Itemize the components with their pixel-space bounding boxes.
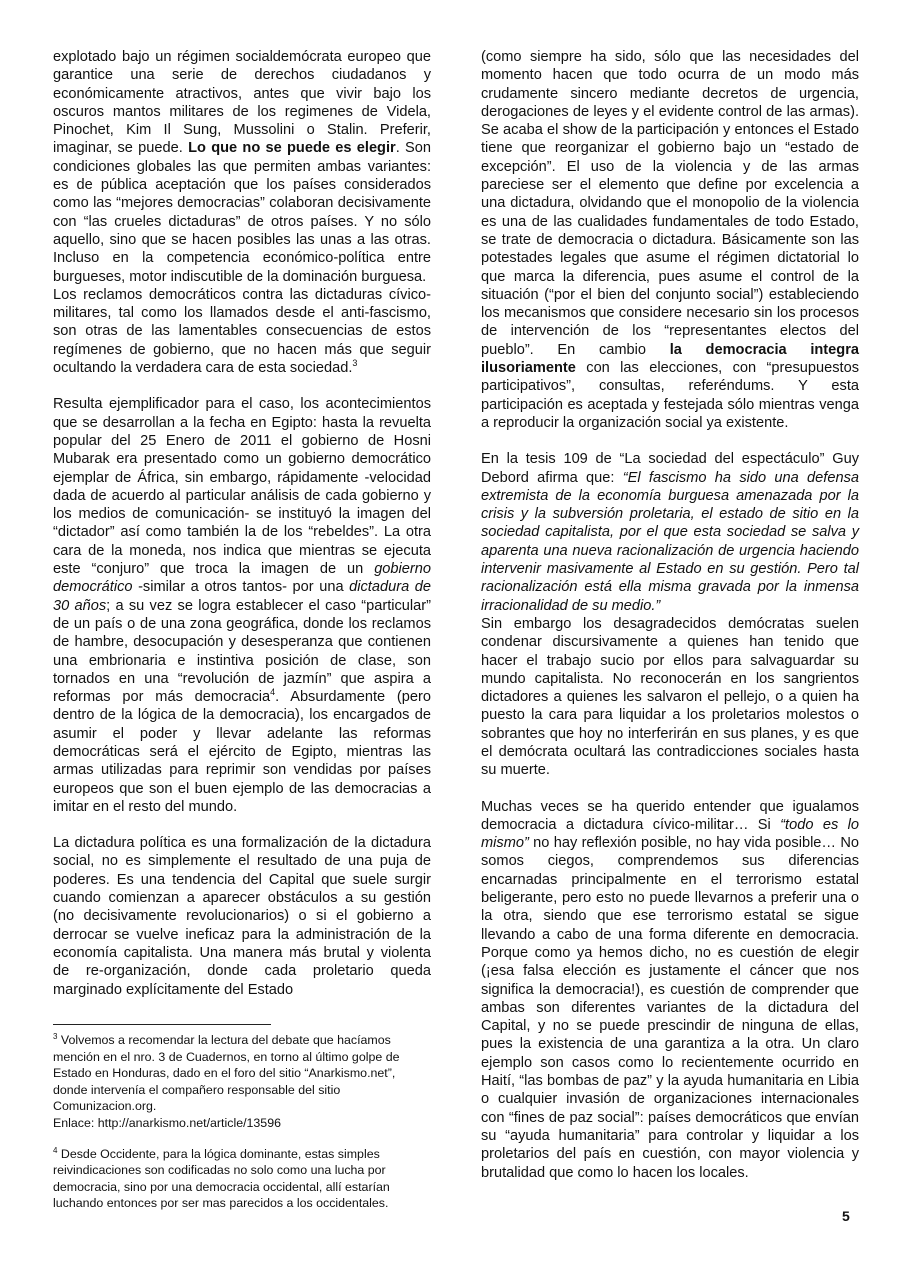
- left-paragraph-2: [53, 286, 431, 377]
- debord-quote: “El fascismo ha sido una defensa extremista de la economía burguesa amenazada por la crisis y la subversión proletaria, el estado de sitio en la sociedad capitalista, por el que esta sociedad se salva y aparenta una nueva racionalización de urgencia haciendo intervenir masivamente al Estado en su gestión. Pero tal racionalización está ella misma gravada por la inmensa irracionalidad de su medio.”: [481, 469, 859, 614]
- left-paragraph-3: [53, 395, 431, 816]
- footnote-ref[interactable]: 3: [352, 358, 358, 369]
- footnote-link[interactable]: Enlace: http://anarkismo.net/article/13596: [53, 1115, 281, 1130]
- text-span: . Son condiciones globales las que permiten ambas variantes: es de pública aceptación que los países considerados como las “mejores democracias” colaboran decisivamente con “las crueles dictaduras” de otros países. Y no sólo aquello, sino que se hacen posibles las unas a las otras. Incluso en la competencia económico-política entre burgueses, motor indiscutible de la dominación burguesa.: [53, 140, 432, 285]
- footnote-4: [53, 1146, 431, 1212]
- text-span: Muchas veces se ha querido entender que igualamos democracia a dictadura cívico-militar… Si: [481, 798, 859, 833]
- text-span: no hay reflexión posible, no hay vida posible… No somos ciegos, comprendemos sus diferencias encarnadas principalmente en el terrorismo estatal beligerante, pero esto no puede llevarnos a preferir una o la otra, siendo que ese terrorismo estatal se sigue llevando a cabo de una forma diferente en democracia. Porque como ya hemos dicho, no es cuestión de elegir (¡esa falsa elección es justamente el cáncer que nos significa la democracia!), es cuestión de comprender que ambas son diferentes variantes de la dictadura del Capital, y no se puede prescindir de ninguna de ellas, pues la existencia de una garantiza a la otra. Un claro ejemplo son casos como lo recientemente ocurrido en Haití, “las bombas de paz” y la ayuda humanitaria en Libia o cualquier invasión de organizaciones internacionales con “fines de paz social”: países democráticos que envían su “ayuda humanitaria” para controlar y liquidar a los proletarios del país en cuestión, con mayor violencia y brutalidad que como lo hacen los locales.: [481, 835, 859, 1181]
- footnote-ref[interactable]: 4: [270, 687, 276, 698]
- text-span: Los reclamos democráticos contra las dictaduras cívico-militares, tal como los llamados desde el anti-fascismo, son otras de las lamentables consecuencias de estos regímenes de gobierno, que no hacen más que seguir ocultando la verdadera cara de esta sociedad.: [53, 286, 431, 377]
- text-span: Sin embargo los desagradecidos demócratas suelen condenar discursivamente a quienes han tenido que hacer el trabajo sucio por ellos para salvaguardar su mundo capitalista. No reconocerán en los sangrientos dictadores a quienes les salvaron el pellejo, o a quien ha puesto la cara para liquidar a los proletarios molestos o sobrantes que hoy no interferirán en sus planes, y es que el demócrata ocultará las contradicciones sociales hasta su muerte.: [481, 615, 859, 779]
- text-span: En la tesis 109 de “La sociedad del espectáculo” Guy Debord afirma que:: [481, 451, 859, 486]
- footnotes: [53, 1032, 431, 1226]
- page-number: 5: [842, 1208, 850, 1224]
- right-column: [481, 48, 859, 1182]
- italic-phrase: gobierno democrático: [53, 561, 431, 596]
- italic-phrase: “todo es lo mismo”: [481, 816, 859, 852]
- text-span: explotado bajo un régimen socialdemócrata europeo que garantice una serie de derechos ciudadanos y económicamente atractivos, antes que vivir bajo los oscuros mantos militares de los regimenes de Videla, Pinochet, Kim Il Sung, Mussolini o Stalin. Preferir, imaginar, se puede.: [53, 49, 431, 157]
- left-paragraph-4: [53, 834, 431, 999]
- text-span: . Absurdamente (pero dentro de la lógica de la democracia), los encargados de asumir el poder y llevar adelante las reformas democráticas será el ejército de Egipto, mientras las armas utilizadas para reprimir son vendidas por países europeos que son el buen ejemplo de las democracias a imitar en el resto del mundo.: [53, 689, 432, 815]
- text-span: La dictadura política es una formalización de la dictadura social, no es simplemente el resultado de una puja de poderes. Es una tendencia del Capital que suele surgir cuando comienzan a aparecer obstáculos a su gestión (no decisivamente revolucionarios) o si el gobierno a derrocar se vuelve ineficaz para la administración de la economía capitalista. Una manera más brutal y violenta de re-organización, donde cada proletario queda marginado explícitamente del Estado: [53, 835, 431, 998]
- right-paragraph-2: [481, 450, 859, 615]
- right-paragraph-4: [481, 798, 859, 1182]
- left-paragraph-1: [53, 48, 431, 286]
- text-span: Resulta ejemplificador para el caso, los acontecimientos que se desarrollan a la fecha en Egipto: hasta la revuelta popular del 25 Enero de 2011 el gobierno de Hosni Mubarak era presentado como un gobierno democrático ejemplar de África, sin embargo, rápidamente -velocidad dada de acuerdo al particular análisis de cada gobierno y los medios de comunicación- se instituyó la imagen del “dictador” así como también la de los “rebeldes”. La otra cara de la moneda, nos indica que mientras se ejecuta este “conjuro” que troca la imagen de un: [53, 396, 431, 578]
- footnote-number: 3: [53, 1031, 58, 1041]
- italic-phrase: dictadura de 30 años: [53, 579, 431, 614]
- text-span: ; a su vez se logra establecer el caso “particular” de un país o de una zona geográfica, donde los reclamos de hambre, desocupación y desesperanza que contienen una embrionaria e instintiva posición de clase, son tornados en una “revolución de jazmín” que aspira a reformas por más democracia: [53, 597, 431, 706]
- footnote-number: 4: [53, 1145, 58, 1155]
- text-span: (como siempre ha sido, sólo que las necesidades del momento hacen que todo ocurra de un modo más crudamente sincero mediante decretos de urgencia, derogaciones de leyes y el evidente control de las armas). Se acaba el show de la participación y entonces el Estado tiene que reorganizar el gobierno bajo un “estado de excepción”. El uso de la violencia y de las armas pareciese ser el elemento que define por excelencia a una dictadura, olvidando que el monopolio de la violencia es una de las cualidades fundamentales de todo Estado, se trate de democracia o dictadura. Básicamente son las potestades legales que asume el régimen dictatorial lo que marca la diferencia, pues asume el control de la situación (“por el bien del conjunto social”) estableciendo los mecanismos que considere necesario sin los procesos de intervención de los “representantes electos del pueblo”. En cambio: [481, 49, 859, 358]
- text-span: -similar a otros tantos- por una: [132, 579, 350, 596]
- left-column: [53, 48, 431, 999]
- footnote-text: Volvemos a recomendar la lectura del debate que hacíamos mención en el nro. 3 de Cuadernos, en torno al último golpe de Estado en Honduras, dado en el foro del sitio “Anarkismo.net”, donde intervenía el compañero responsable del sitio Comunizacion.org.: [53, 1033, 400, 1114]
- right-paragraph-1: [481, 48, 859, 432]
- footnote-3: [53, 1032, 431, 1132]
- bold-phrase: la democracia integra ilusoriamente: [481, 341, 859, 377]
- bold-phrase: Lo que no se puede es elegir: [188, 140, 396, 157]
- footnote-text: Desde Occidente, para la lógica dominante, estas simples reivindicaciones son codificadas no solo como una lucha por democracia, sino por una democracia occidental, allí estarían luchando entonces por ser mas parecidos a los occidentales.: [53, 1146, 390, 1211]
- footnote-divider: [53, 1024, 271, 1025]
- right-paragraph-3: [481, 615, 859, 780]
- text-span: con las elecciones, con “presupuestos participativos”, consultas, referéndums. Y esta participación es aceptada y festejada sólo mientras venga a reproducir la organización social ya existente.: [481, 360, 859, 431]
